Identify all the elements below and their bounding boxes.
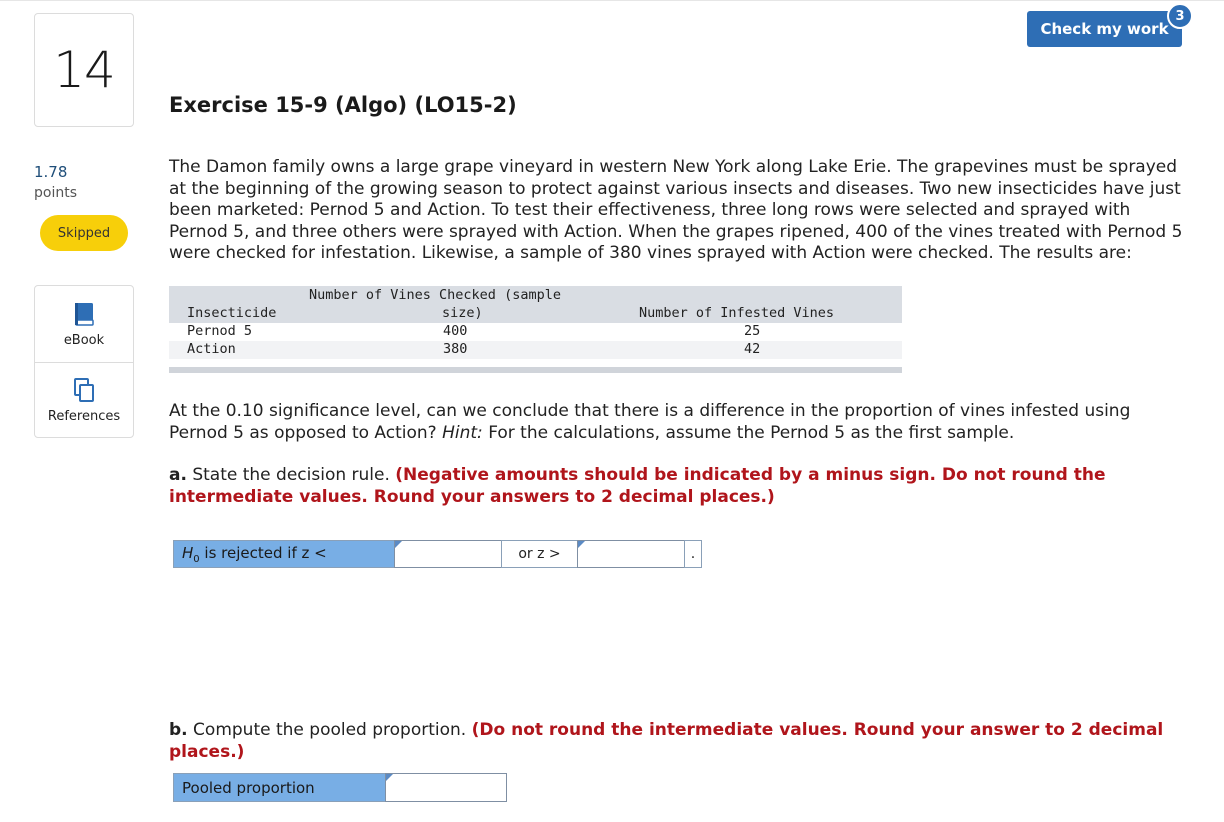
h-subscript: 0 (193, 553, 200, 565)
references-link[interactable] (35, 362, 133, 438)
end-period: . (684, 540, 702, 568)
decision-rule-label (173, 540, 395, 568)
h-symbol: H (182, 543, 194, 562)
pooled-proportion-input[interactable] (385, 773, 507, 802)
z-upper-input[interactable] (577, 540, 685, 568)
row-infested: 25 (744, 323, 761, 339)
row-infested: 42 (744, 341, 761, 357)
part-a-prompt (169, 465, 1194, 508)
table-row (169, 341, 902, 359)
z-lower-input[interactable] (394, 540, 502, 568)
or-z-label: or z > (501, 540, 578, 568)
hint-label: Hint: (442, 422, 483, 443)
data-table (169, 286, 902, 373)
part-a-instruction: (Negative amounts should be indicated by a minus sign. Do not round the intermediate values. Round your answers to 2 decimal places.) (169, 465, 1106, 507)
part-b-instruction: (Do not round the intermediate values. Round your answer to 2 decimal places.) (169, 720, 1164, 762)
part-b-prompt (169, 720, 1194, 763)
book-icon (72, 301, 96, 327)
hint-text: For the calculations, assume the Pernod 5 as the first sample. (482, 422, 1015, 443)
part-a-text: State the decision rule. (186, 465, 396, 485)
check-my-work-button[interactable]: Check my work (1027, 11, 1182, 47)
row-checked: 400 (443, 323, 468, 339)
points-label: points (34, 185, 77, 201)
row-insecticide: Action (187, 341, 236, 357)
question-text (169, 401, 1194, 444)
question-number: 14 (53, 41, 115, 99)
header-checked-line2: size) (442, 305, 483, 321)
points-value: 1.78 (34, 163, 68, 181)
row-insecticide: Pernod 5 (187, 323, 253, 339)
ebook-link[interactable] (35, 286, 133, 363)
problem-text: The Damon family owns a large grape vineyard in western New York along Lake Erie. The grapevines must be sprayed at the beginning of the growing season to protect against various insects and diseases. Two new insecticides have just been marketed: Pernod 5 and Action. To test their effectiveness, three long rows were selected and sprayed with Pernod 5, and three others were sprayed with Action. When the grapes ripened, 400 of the vines treated with Pernod 5 were checked for infestation. Likewise, a sample of 380 vines sprayed with Action were checked. The results are: (169, 157, 1183, 263)
part-b-label: b. (169, 720, 188, 740)
copy-pages-icon (72, 377, 96, 403)
ebook-label: eBook (63, 333, 105, 348)
question-prefix: At the 0.10 significance level, can we conclude that there is a difference in the proportion of vines infested using Pernod 5 as opposed to Action? (169, 401, 1131, 443)
question-number-card (34, 13, 134, 127)
header-checked-line1: Number of Vines Checked (sample (309, 287, 561, 303)
part-a-label: a. (169, 465, 187, 485)
table-header (169, 286, 902, 323)
table-row (169, 323, 902, 341)
part-b-text: Compute the pooled proportion. (187, 720, 472, 740)
header-insecticide: Insecticide (187, 305, 277, 321)
status-badge: Skipped (40, 215, 128, 251)
resources-card (34, 285, 134, 438)
exercise-title: Exercise 15-9 (Algo) (LO15-2) (169, 93, 517, 117)
references-label: References (47, 409, 121, 424)
table-footer-bar (169, 367, 902, 373)
row-checked: 380 (443, 341, 468, 357)
decision-rule-text: is rejected if z < (199, 543, 327, 562)
pooled-proportion-label: Pooled proportion (173, 773, 386, 802)
top-divider (0, 0, 1224, 1)
check-attempts-badge: 3 (1167, 3, 1193, 29)
header-infested: Number of Infested Vines (639, 305, 835, 321)
